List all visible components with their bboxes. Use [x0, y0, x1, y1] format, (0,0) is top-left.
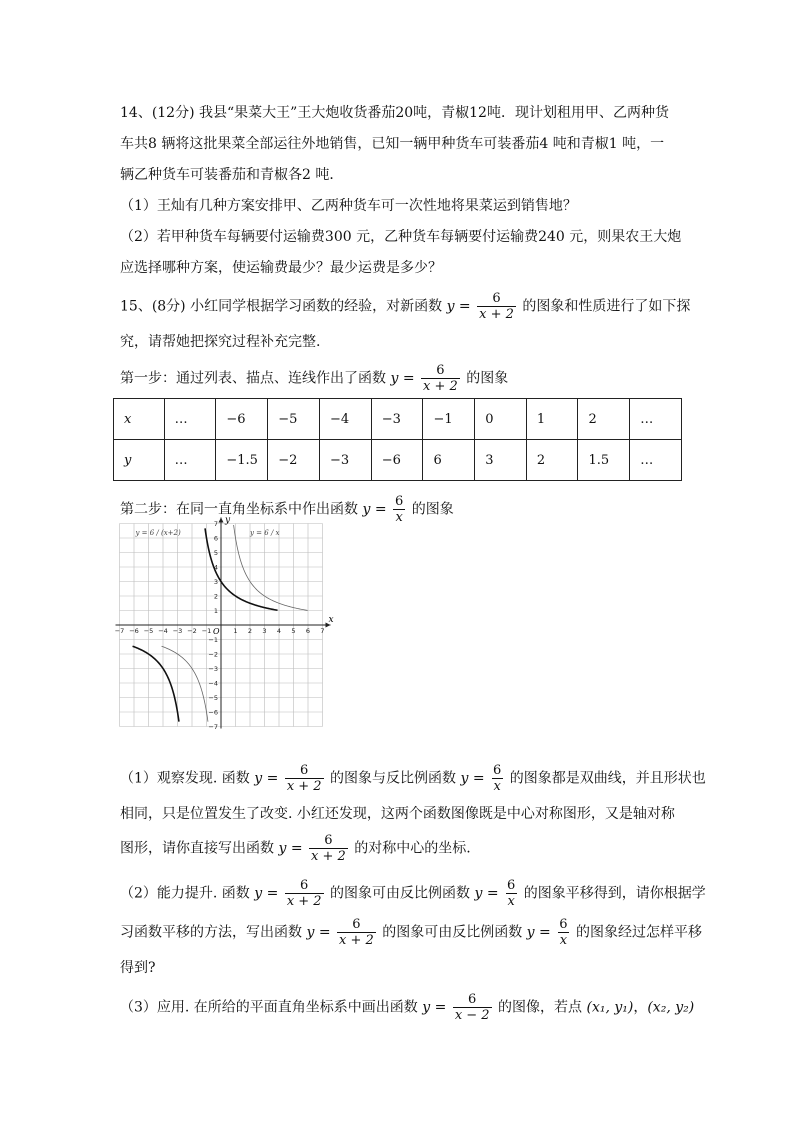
y-tick-label: −5	[208, 694, 218, 702]
formula-6-over-x	[557, 917, 569, 948]
x-tick-label: 1	[233, 627, 238, 635]
table-cell: −4	[319, 399, 371, 440]
table-cell: −1.5	[216, 440, 268, 481]
formula-y-eq: y =	[474, 885, 499, 902]
table-cell: 2	[578, 399, 630, 440]
y-tick-label: 7	[213, 520, 218, 528]
q15-p1-line2: 相同，只是位置发生了改变. 小红还发现，这两个函数图像既是中心对称图形，又是轴对称	[120, 806, 675, 822]
frac-den: x	[559, 933, 568, 948]
p1-text-4: 图形，请你直接写出函数	[120, 840, 274, 857]
origin-label: O	[213, 627, 220, 636]
table-cell: −1	[423, 399, 475, 440]
formula-y-eq: y =	[422, 999, 447, 1016]
y-tick-label: 6	[213, 534, 218, 543]
table-cell: 0	[475, 399, 527, 440]
frac-num: 6	[352, 917, 361, 932]
frac-den: x − 2	[454, 1008, 490, 1023]
step2-text-2: 的图象	[411, 501, 454, 518]
q15-p2-line2	[120, 917, 702, 948]
formula-6-over-x	[505, 878, 517, 909]
p1-text: （1）观察发现. 函数	[120, 770, 250, 787]
table-cell: 1.5	[578, 440, 630, 481]
table-cell: …	[630, 440, 682, 481]
x-tick-label: 7	[320, 627, 325, 635]
y-tick-label: −3	[208, 665, 218, 673]
formula-y-eq: y =	[306, 924, 331, 941]
x-tick-label: 3	[262, 627, 267, 635]
frac-num: 6	[300, 763, 309, 778]
frac-num: 6	[559, 917, 568, 932]
formula-y-eq: y =	[460, 770, 485, 787]
frac-den: x	[395, 510, 403, 525]
y-tick-label: −4	[208, 679, 218, 688]
x-tick-label: −3	[172, 627, 183, 635]
curve-label-base: y = 6 / x	[250, 529, 280, 538]
formula-y-eq: y =	[526, 924, 551, 941]
p3-text-2: 的图像，若点	[498, 999, 583, 1016]
point-2: (x₂, y₂)	[647, 999, 695, 1016]
table-cell: x	[114, 399, 165, 440]
formula-y-eq: y =	[254, 770, 279, 787]
q15-step2	[120, 494, 454, 525]
y-tick-label: 5	[213, 549, 218, 557]
formula-6-over-x-plus-2	[285, 878, 324, 909]
x-tick-label: 5	[291, 627, 296, 635]
frac-den: x + 2	[286, 779, 322, 794]
p1-text-2: 的图象与反比例函数	[330, 770, 457, 787]
q14-line3: 辆乙种货车可装番茄和青椒各2 吨．	[120, 167, 344, 183]
y-tick-label: 1	[213, 607, 218, 615]
step2-text: 第二步：在同一直角坐标系中作出函数	[120, 501, 358, 518]
y-tick-label: −7	[208, 723, 218, 731]
q15-intro	[120, 291, 690, 322]
table-cell: −2	[268, 440, 320, 481]
frac-num: 6	[436, 363, 445, 378]
frac-den: x	[493, 779, 501, 794]
step1-text: 第一步：通过列表、描点、连线作出了函数	[120, 370, 386, 387]
curve-base-left-branch	[162, 646, 208, 721]
curve-shifted-left-branch	[133, 646, 179, 721]
x-tick-label: 2	[247, 627, 253, 635]
frac-num: 6	[492, 291, 501, 306]
comma: ，	[633, 999, 648, 1016]
p2-text-5: 的图象可由反比例函数	[382, 924, 523, 941]
table-cell: −3	[371, 399, 423, 440]
point-1: (x₁, y₁)	[586, 999, 634, 1016]
formula-y-eq: y =	[390, 370, 415, 387]
y-tick-label: −2	[208, 650, 218, 659]
y-tick-label: 4	[213, 563, 218, 572]
q15-p3-line1	[120, 992, 694, 1023]
frac-den: x + 2	[423, 379, 458, 394]
table-cell: −6	[371, 440, 423, 481]
frac-den: x + 2	[479, 307, 514, 322]
q15-p2-line3: 得到?	[120, 960, 156, 976]
value-table	[113, 398, 682, 481]
y-axis-label: y	[225, 515, 231, 526]
formula-6-over-x-plus-2	[309, 833, 348, 864]
frac-num: 6	[300, 878, 309, 893]
q15-step1	[120, 363, 508, 394]
q15-intro-text-2: 的图象和性质进行了如下探	[522, 298, 691, 315]
x-axis-label: x	[328, 615, 334, 625]
p2-text-2: 的图象可由反比例函数	[330, 885, 471, 902]
frac-den: x + 2	[286, 894, 322, 909]
formula-y-eq: y =	[254, 885, 279, 902]
p2-text-6: 的图象经过怎样平移	[575, 924, 702, 941]
table-cell: …	[164, 440, 216, 481]
q15-intro-c: 究，请帮她把探究过程补充完整.	[120, 334, 321, 350]
q15-p1-line3	[120, 833, 471, 864]
table-cell: 6	[423, 440, 475, 481]
frac-num: 6	[507, 878, 516, 893]
table-cell: −5	[268, 399, 320, 440]
table-cell: −6	[216, 399, 268, 440]
curves	[133, 525, 311, 722]
frac-num: 6	[493, 763, 502, 778]
frac-den: x + 2	[311, 849, 346, 864]
formula-6-over-x	[393, 494, 405, 525]
formula-6-over-x-plus-2	[477, 291, 516, 322]
table-cell: …	[630, 399, 682, 440]
coordinate-graph	[114, 515, 363, 743]
table-cell: …	[164, 399, 216, 440]
formula-y-eq: y =	[278, 840, 303, 857]
p1-text-5: 的对称中心的坐标.	[354, 840, 471, 857]
formula-6-over-x-minus-2	[453, 992, 492, 1023]
formula-6-over-x	[491, 763, 503, 794]
q15-p1-line1	[120, 763, 706, 794]
curve-label-shifted: y = 6 / (x+2)	[135, 529, 181, 538]
y-tick-label: 3	[213, 578, 218, 586]
table-row-y	[114, 440, 682, 481]
y-tick-label: 2	[213, 592, 218, 601]
x-tick-label: −5	[143, 627, 154, 635]
q14-part1: （1）王灿有几种方案安排甲、乙两种货车可一次性地将果菜运到销售地？	[120, 198, 577, 214]
table-cell: 3	[475, 440, 527, 481]
step1-text-2: 的图象	[466, 370, 509, 387]
formula-6-over-x-plus-2	[421, 363, 460, 394]
y-tick-label: −1	[208, 636, 218, 644]
x-tick-label: 4	[276, 627, 282, 635]
p3-text: （3）应用. 在所给的平面直角坐标系中画出函数	[120, 999, 418, 1016]
frac-num: 6	[395, 494, 404, 509]
p1-text-3: 的图象都是双曲线，并且形状也	[509, 770, 706, 787]
x-tick-label: −7	[114, 627, 125, 635]
x-tick-label: 6	[305, 627, 311, 635]
x-tick-label: −2	[187, 627, 197, 635]
x-tick-label: −6	[129, 627, 139, 635]
q14-line2: 车共8 辆将这批果菜全部运往外地销售，已知一辆甲种货车可装番茄4 吨和青椒1 吨，一	[120, 136, 665, 152]
q15-intro-text: 15、(8分) 小红同学根据学习函数的经验，对新函数	[120, 298, 443, 315]
formula-6-over-x-plus-2	[337, 917, 376, 948]
formula-6-over-x-plus-2	[285, 763, 324, 794]
formula-y-eq: y =	[446, 298, 471, 315]
q15-p2-line1	[120, 878, 706, 909]
table-cell: y	[114, 440, 165, 481]
formula-y-eq: y =	[362, 501, 387, 518]
axes	[116, 515, 331, 729]
x-tick-label: −1	[201, 627, 212, 635]
table-row-x	[114, 399, 682, 440]
p2-text-3: 的图象平移得到，请你根据学	[523, 885, 706, 902]
p2-text: （2）能力提升. 函数	[120, 885, 250, 902]
y-tick-label: −6	[208, 708, 218, 717]
q14-line1: 14、(12分) 我县“果菜大王”王大炮收货番茄20吨，青椒12吨．现计划租用甲、乙两种货	[120, 105, 669, 121]
q14-part2b: 应选择哪种方案，使运输费最少？最少运费是多少？	[120, 260, 442, 276]
table-cell: 2	[526, 440, 578, 481]
frac-num: 6	[468, 992, 477, 1007]
table-cell: −3	[319, 440, 371, 481]
x-tick-label: −4	[158, 627, 168, 635]
p2-text-4: 习函数平移的方法，写出函数	[120, 924, 302, 941]
table-cell: 1	[526, 399, 578, 440]
frac-den: x + 2	[339, 933, 374, 948]
frac-num: 6	[324, 833, 333, 848]
frac-den: x	[507, 894, 515, 909]
q14-part2a: （2）若甲种货车每辆要付运输费300 元，乙种货车每辆要付运输费240 元，则果农王大炮	[120, 229, 682, 245]
